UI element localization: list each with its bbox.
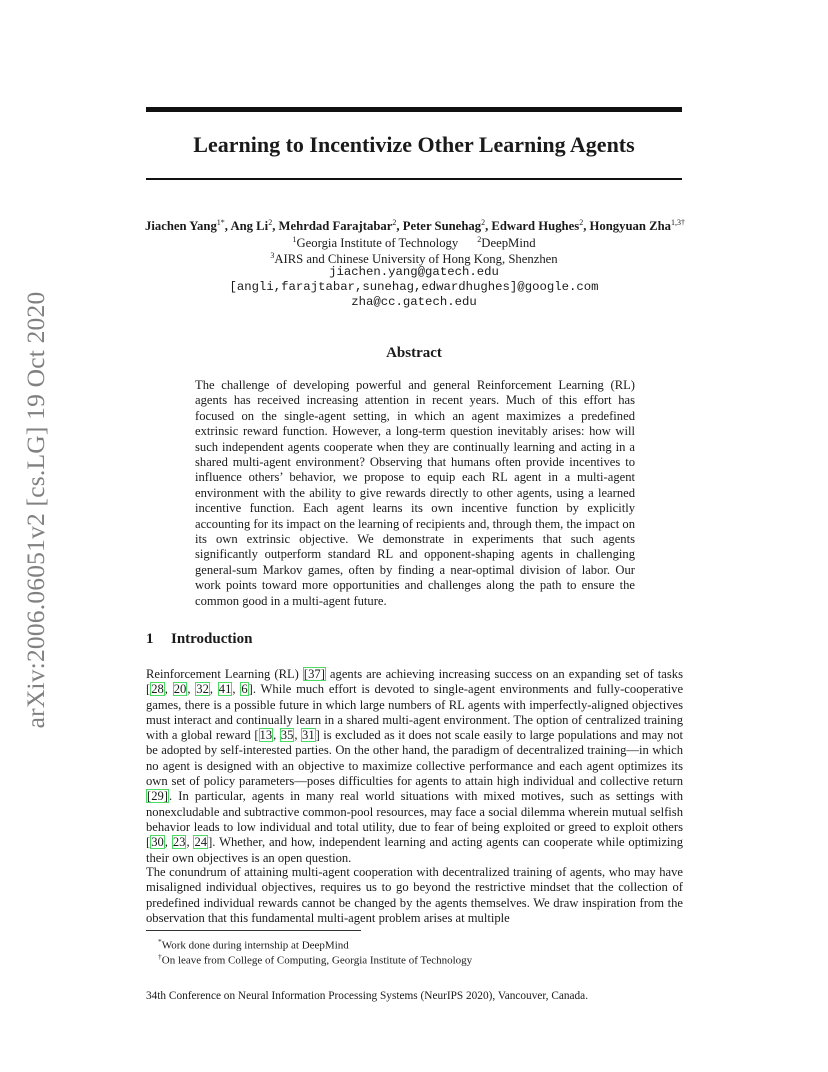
abstract-heading: Abstract (386, 345, 442, 361)
section-heading-introduction (146, 631, 252, 648)
affiliation-line-2: $^3$AIRS and Chinese University of Hong Kong, Shenzhen (270, 251, 558, 267)
citation-link[interactable]: 41 (218, 682, 232, 697)
citation-link[interactable]: 13 (259, 728, 273, 743)
arxiv-id: arXiv:2006.06051v2 [cs.LG] 19 Oct 2020 (21, 291, 50, 729)
abstract-text: to ensure the common good in a multi-agent future. (195, 578, 635, 608)
abstract-text: The challenge of developing powerful and general Reinforcement Learning (RL) (195, 378, 635, 392)
author-sup: 2 (392, 218, 397, 227)
abstract-text: challenging general-sum Markov games, often by finding a near-optimal division (195, 547, 635, 577)
author-name: Hongyuan Zha (589, 219, 671, 234)
citation-link[interactable]: [29] (147, 789, 168, 804)
affiliation-airs: AIRS and Chinese University of Hong Kong, Shenzhen (274, 252, 558, 267)
author-name: Mehrdad Farajtabar (278, 219, 393, 234)
title-bottom-rule (146, 178, 682, 180)
abstract-text: explicitly accounting for its impact on the learning of recipients and, through them, (195, 501, 635, 531)
footnote-2: †On leave from College of Computing, Georgia Institute of Technology (158, 952, 473, 967)
paper-title: Learning to Incentivize Other Learning Agents (193, 132, 635, 157)
abstract-text: will such independent agents cooperate when they are continually learning and (195, 424, 635, 454)
email-1[interactable]: jiachen.yang@gatech.edu (329, 265, 499, 279)
citation-link[interactable]: 24 (194, 835, 208, 850)
email-2[interactable]: [angli,farajtabar,sunehag,edwardhughes]@google.com (229, 280, 599, 294)
abstract-body (195, 378, 635, 609)
author-name: Edward Hughes (491, 219, 580, 234)
section-number: 1 (146, 631, 154, 647)
citation-link[interactable]: 30 (151, 835, 164, 850)
author-sup: 1* (216, 218, 225, 227)
citation-link[interactable]: [37] (303, 667, 325, 681)
author-sup: 1,3† (670, 218, 685, 227)
citation-link[interactable]: 35 (280, 728, 294, 743)
title-top-rule (146, 107, 682, 112)
affiliation-line-1: $^1$Georgia Institute of Technology $^2$DeepMind (292, 235, 536, 251)
author-name: Ang Li (230, 219, 269, 234)
citation-link[interactable]: 31 (302, 728, 315, 743)
arxiv-sidebar-stamp (18, 290, 54, 730)
intro-paragraph-1: Reinforcement Learning (RL) [37] agents are achieving increasing success on an expanding set of tasks [28, 20, 32, 41, 6]. While much effort is devoted to single-agent environments and fully-cooperative games, there is a possible future in which large numbers of RL agents with imperfectly-aligned objectives must interact and continually learn in a shared multi-agent environment. The option of centralized training with a global reward [13, 35, 31] is excluded as it does not scale easily to large populations and may not be adopted by self-interested parties. On the other hand, the paradigm of decentralized training—in which no agent is designed with an objective to maximize collective performance and each agent optimizes its own set of policy parameters—poses difficulties for agents to attain high individual and collective return [29]. In particular, agents in many real world situations with mixed motives, such as settings with nonexcludable and subtractive common-pool resources, may face a social dilemma wherein mutual selfish behavior leads to low individual and total utility, due to fear of being exploited or greed to exploit others [30, 23, 24]. Whether, and how, independent learning and acting agents can cooperate while optimizing their own objectives is an open question. (146, 667, 684, 865)
footnote-rule (146, 930, 361, 931)
venue-note: 34th Conference on Neural Information Processing Systems (NeurIPS 2020), Vancouver, Canada. (146, 990, 589, 1002)
citation-link[interactable]: 23 (172, 835, 186, 850)
author-sup: 2 (579, 218, 584, 227)
author-name: Jiachen Yang (145, 219, 217, 234)
abstract-text: such agents significantly outperform standard RL and opponent-shaping agents in (195, 532, 635, 562)
affiliation-georgia-tech: Georgia Institute of Technology (296, 236, 459, 251)
abstract-text: of labor. Our work points toward more opportunities and challenges along the path (195, 562, 635, 593)
author-sup: 2 (481, 218, 486, 227)
abstract-text: using a learned incentive function. Each agent learns its own incentive function by (195, 485, 635, 516)
affiliation-deepmind: DeepMind (481, 236, 536, 251)
intro-paragraph-2: The conundrum of attaining multi-agent cooperation with decentralized training of agents, who may have misaligned individual objectives, requires us to go beyond the restrictive mindset that the collection of predefined individual rewards cannot be changed by the agents themselves. We draw inspiration from the observation that this fundamental multi-agent problem arises at multiple (146, 865, 683, 925)
email-3[interactable]: zha@cc.gatech.edu (351, 295, 477, 309)
author-sup: 2 (268, 218, 273, 227)
author-name: Peter Sunehag (402, 219, 482, 234)
abstract-text: incentives to influence others’ behavior, we propose to equip each RL agent in a (195, 455, 635, 485)
citation-link[interactable]: 28 (151, 682, 164, 697)
section-title: Introduction (171, 631, 253, 647)
footnote-1: *Work done during internship at DeepMind (158, 937, 349, 952)
abstract-text: multi-agent environment with the ability to give rewards directly to other agents, (195, 470, 636, 500)
abstract-text: focused on the single-agent setting, in which an agent maximizes a predefined (195, 408, 635, 423)
citation-link[interactable]: 20 (173, 682, 187, 697)
citation-link[interactable]: 32 (196, 682, 209, 697)
abstract-text: extrinsic reward function. However, a long-term question inevitably arises: how (195, 424, 611, 439)
abstract-text: acting in a shared multi-agent environment? Observing that humans often provide (195, 439, 635, 470)
abstract-text: the impact on its own extrinsic objective. We demonstrate in experiments that (195, 516, 636, 547)
author-list: Jiachen Yang$^{1*}$, Ang Li$^2$, Mehrdad Farajtabar$^2$, Peter Sunehag$^2$, Edward Hughes$^2$, Hongyuan Zha$^{1,3\dagger}$ (145, 218, 685, 234)
citation-link[interactable]: 6 (241, 682, 248, 697)
abstract-text: agents has received increasing attention in recent years. Much of this effort has (195, 393, 635, 408)
